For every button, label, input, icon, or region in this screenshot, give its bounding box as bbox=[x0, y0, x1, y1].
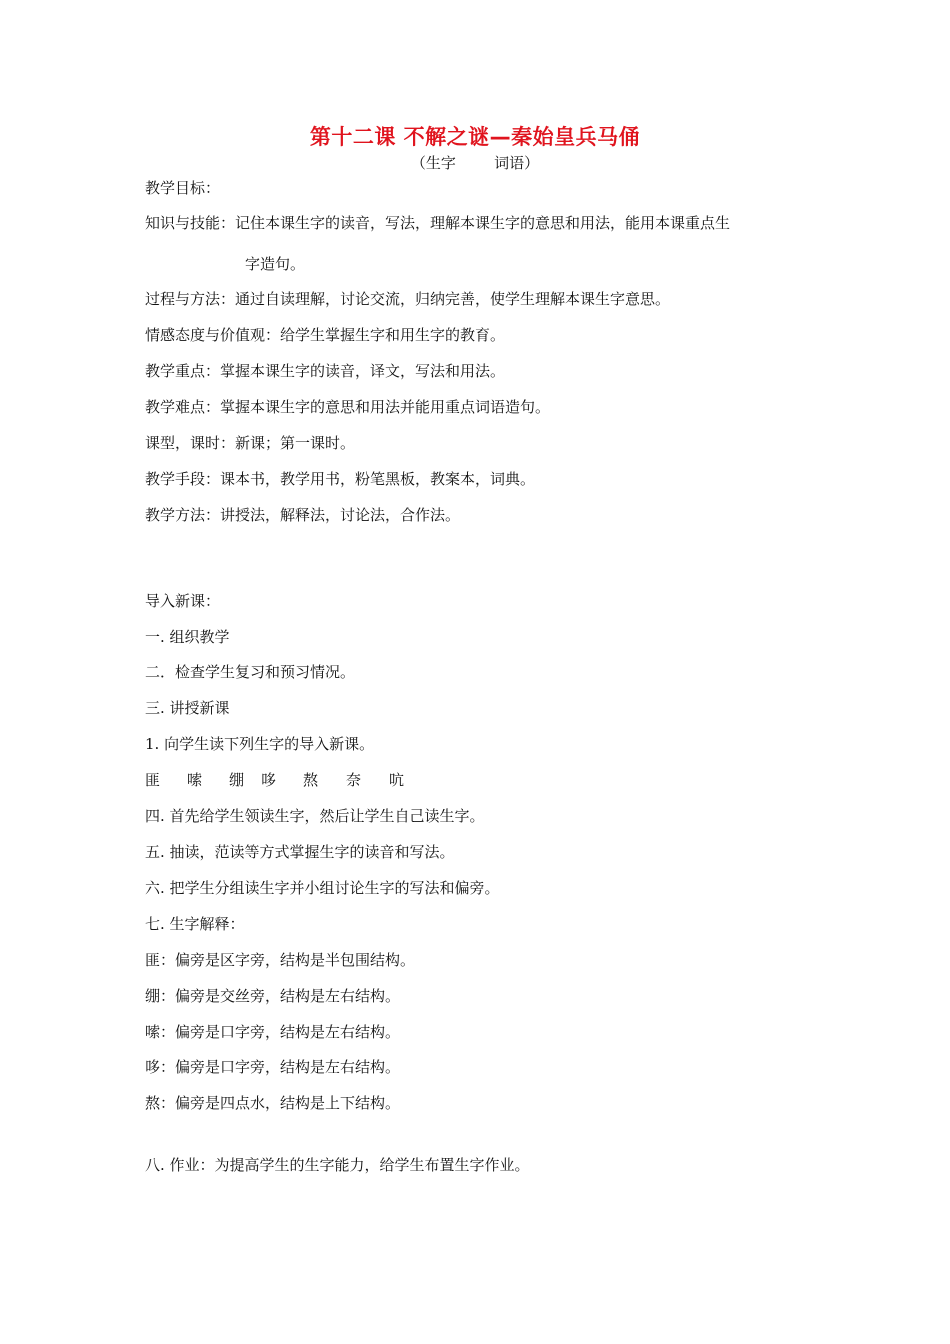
explanation-item: 熬：偏旁是四点水，结构是上下结构。 bbox=[145, 1094, 401, 1112]
step-4: 四. 首先给学生领读生字，然后让学生自己读生字。 bbox=[145, 807, 485, 825]
character: 吭 bbox=[389, 771, 405, 789]
emotion-values: 情感态度与价值观：给学生掌握生字和用生字的教育。 bbox=[145, 326, 506, 344]
step-7: 七. 生字解释： bbox=[145, 915, 245, 933]
step-8-homework: 八. 作业：为提高学生的生字能力，给学生布置生字作业。 bbox=[145, 1156, 530, 1174]
character: 哆 bbox=[261, 771, 277, 789]
step-3-sub-1: 1. 向学生读下列生字的导入新课。 bbox=[145, 735, 375, 753]
key-point: 教学重点：掌握本课生字的读音，译文，写法和用法。 bbox=[145, 362, 506, 380]
knowledge-skills-line1: 知识与技能：记住本课生字的读音，写法，理解本课生字的意思和用法，能用本课重点生 bbox=[145, 214, 731, 232]
character: 奈 bbox=[346, 771, 362, 789]
character: 匪 bbox=[145, 771, 161, 789]
intro-heading: 导入新课： bbox=[145, 592, 221, 610]
step-6: 六. 把学生分组读生字并小组讨论生字的写法和偏旁。 bbox=[145, 879, 500, 897]
step-5: 五. 抽读，范读等方式掌握生字的读音和写法。 bbox=[145, 843, 455, 861]
character: 熬 bbox=[303, 771, 319, 789]
difficult-point: 教学难点：掌握本课生字的意思和用法并能用重点词语造句。 bbox=[145, 398, 551, 416]
teaching-tools: 教学手段：课本书，教学用书，粉笔黑板，教案本，词典。 bbox=[145, 470, 536, 488]
process-method: 过程与方法：通过自读理解，讨论交流，归纳完善，使学生理解本课生字意思。 bbox=[145, 290, 671, 308]
knowledge-skills-line2: 字造句。 bbox=[245, 255, 306, 273]
lesson-subtitle: （生字 词语） bbox=[410, 154, 540, 172]
objectives-heading: 教学目标： bbox=[145, 179, 221, 197]
character: 嗦 bbox=[187, 771, 203, 789]
teaching-methods: 教学方法：讲授法，解释法，讨论法，合作法。 bbox=[145, 506, 461, 524]
step-3: 三. 讲授新课 bbox=[145, 699, 230, 717]
step-2: 二．检查学生复习和预习情况。 bbox=[145, 663, 356, 681]
lesson-type: 课型，课时：新课；第一课时。 bbox=[145, 434, 356, 452]
explanation-item: 嗦：偏旁是口字旁，结构是左右结构。 bbox=[145, 1023, 401, 1041]
explanation-item: 哆：偏旁是口字旁，结构是左右结构。 bbox=[145, 1058, 401, 1076]
lesson-title: 第十二课 不解之谜—秦始皇兵马俑 bbox=[309, 125, 641, 149]
explanation-item: 匪：偏旁是区字旁，结构是半包围结构。 bbox=[145, 951, 416, 969]
explanation-item: 绷：偏旁是交丝旁，结构是左右结构。 bbox=[145, 987, 401, 1005]
step-1: 一. 组织教学 bbox=[145, 628, 230, 646]
character: 绷 bbox=[229, 771, 245, 789]
